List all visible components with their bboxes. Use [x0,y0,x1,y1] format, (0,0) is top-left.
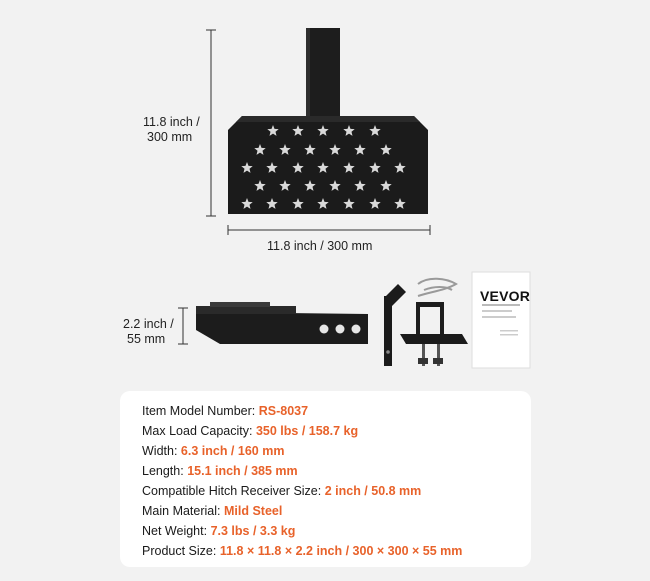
manual-brand-logo: VEVOR [480,288,531,304]
spec-label: Max Load Capacity: [142,424,256,438]
spec-value: 15.1 inch / 385 mm [187,464,298,478]
spec-value: Mild Steel [223,504,283,518]
spec-value: 11.8 × 11.8 × 2.2 inch / 300 × 300 × 55 mm [219,544,463,558]
spec-label: Product Size: [142,544,220,558]
spec-row-size [142,544,462,558]
spec-value: 2 inch / 50.8 mm [324,484,422,498]
spec-row-model [142,404,308,418]
height-dimension-label-top: 11.8 inch / [143,115,200,129]
spec-label: Net Weight: [142,524,211,538]
spec-row-receiver [142,484,421,498]
side-dimension-label-bottom: 55 mm [127,332,166,346]
hitch-step-top-view [228,28,428,214]
hitch-pin [384,284,406,366]
spec-value: 7.3 lbs / 3.3 kg [210,524,296,538]
spec-value: 350 lbs / 158.7 kg [255,424,359,438]
user-manual [472,272,530,368]
spec-value: RS-8037 [258,404,309,418]
hitch-step-side-view [196,302,368,344]
height-dimension-label-bottom: 300 mm [147,130,193,144]
width-dimension-line [228,225,430,235]
spec-label: Length: [142,464,188,478]
side-dimension-label-top: 2.2 inch / [123,317,174,331]
anti-rattle-clamp [400,302,468,366]
spec-label: Main Material: [142,504,224,518]
spec-row-material [142,504,282,518]
spec-label: Item Model Number: [142,404,259,418]
spec-row-width [142,444,284,458]
spec-label: Width: [142,444,181,458]
spec-label: Compatible Hitch Receiver Size: [142,484,325,498]
height-dimension-line [206,30,216,216]
side-height-dimension-line [178,308,188,344]
spec-row-load [142,424,358,438]
spec-value: 6.3 inch / 160 mm [180,444,285,458]
clip-pin [418,279,456,296]
spec-row-length [142,464,298,478]
width-dimension-label: 11.8 inch / 300 mm [267,239,373,253]
spec-row-weight [142,524,295,538]
specifications-panel [120,391,531,567]
